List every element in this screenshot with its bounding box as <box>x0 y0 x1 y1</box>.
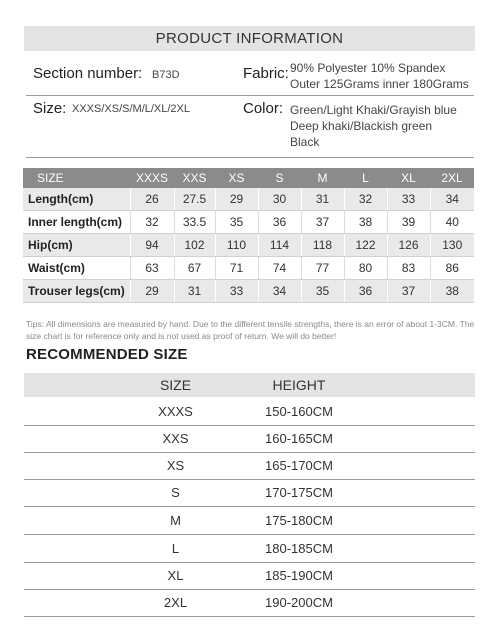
recommended-height: 165-170CM <box>265 458 333 473</box>
list-item <box>24 563 475 590</box>
recommended-height: 160-165CM <box>265 431 333 446</box>
row-label: Inner length(cm) <box>23 211 130 234</box>
table-cell: 37 <box>387 280 430 303</box>
table-cell: 29 <box>130 280 174 303</box>
recommended-height: 190-200CM <box>265 595 333 610</box>
size-label: Size: <box>33 100 67 117</box>
measurement-tips: Tips: All dimensions are measured by hand. Due to the different tensile strengths, there is an error of about 1-3CM. The size chart is for reference only and is not used as proof of return. We will do better! <box>26 319 475 341</box>
color-line-2: Deep khaki/Blackish green <box>290 119 433 133</box>
table-cell: 33 <box>215 280 258 303</box>
header-xxxs: XXXS <box>130 168 174 188</box>
list-item <box>24 426 475 453</box>
table-cell: 77 <box>301 257 344 280</box>
table-row <box>23 188 474 211</box>
table-cell: 31 <box>174 280 215 303</box>
size-chart-header-row <box>23 168 474 188</box>
recommended-height: 170-175CM <box>265 485 333 500</box>
table-cell: 38 <box>344 211 387 234</box>
table-cell: 94 <box>130 234 174 257</box>
product-info-banner: PRODUCT INFORMATION <box>24 26 475 51</box>
table-cell: 34 <box>430 188 474 211</box>
header-m: M <box>301 168 344 188</box>
recommended-header-height: HEIGHT <box>272 377 326 393</box>
header-xl: XL <box>387 168 430 188</box>
color-line-1: Green/Light Khaki/Grayish blue <box>290 103 457 117</box>
recommended-size: S <box>171 485 180 500</box>
table-cell: 37 <box>301 211 344 234</box>
fabric-line-2: Outer 125Grams inner 180Grams <box>290 77 469 91</box>
header-xs: XS <box>215 168 258 188</box>
list-item <box>24 508 475 535</box>
table-cell: 118 <box>301 234 344 257</box>
header-size: SIZE <box>23 168 130 188</box>
recommended-height: 150-160CM <box>265 404 333 419</box>
table-cell: 39 <box>387 211 430 234</box>
table-cell: 110 <box>215 234 258 257</box>
recommended-size: XL <box>167 568 184 583</box>
table-cell: 35 <box>301 280 344 303</box>
section-number-label: Section number: <box>33 65 143 82</box>
table-row <box>23 280 474 303</box>
header-xxs: XXS <box>174 168 215 188</box>
recommended-header <box>24 373 475 397</box>
header-s: S <box>258 168 301 188</box>
color-line-3: Black <box>290 135 320 149</box>
recommended-size: XS <box>166 458 185 473</box>
list-item <box>24 536 475 563</box>
table-cell: 35 <box>215 211 258 234</box>
table-cell: 26 <box>130 188 174 211</box>
table-cell: 29 <box>215 188 258 211</box>
size-chart-table <box>23 168 474 303</box>
recommended-size: 2XL <box>163 595 188 610</box>
row-label: Trouser legs(cm) <box>23 280 130 303</box>
recommended-size: L <box>171 541 180 556</box>
table-cell: 33 <box>387 188 430 211</box>
table-cell: 102 <box>174 234 215 257</box>
table-cell: 71 <box>215 257 258 280</box>
table-row <box>23 234 474 257</box>
table-cell: 126 <box>387 234 430 257</box>
color-label: Color: <box>243 100 284 117</box>
size-value: XXXS/XS/S/M/L/XL/2XL <box>72 103 191 115</box>
fabric-value <box>290 60 469 92</box>
list-item <box>24 399 475 426</box>
table-cell: 114 <box>258 234 301 257</box>
fabric-label: Fabric: <box>243 65 289 82</box>
table-cell: 38 <box>430 280 474 303</box>
table-cell: 130 <box>430 234 474 257</box>
row-label: Waist(cm) <box>23 257 130 280</box>
recommended-height: 185-190CM <box>265 568 333 583</box>
recommended-size: XXXS <box>158 404 193 419</box>
recommended-height: 180-185CM <box>265 541 333 556</box>
info-bottom-divider <box>26 157 474 158</box>
table-cell: 34 <box>258 280 301 303</box>
recommended-size: M <box>170 513 181 528</box>
table-cell: 74 <box>258 257 301 280</box>
list-item <box>24 590 475 617</box>
header-l: L <box>344 168 387 188</box>
table-cell: 122 <box>344 234 387 257</box>
info-divider <box>26 95 474 96</box>
recommended-size: XXS <box>162 431 189 446</box>
table-cell: 63 <box>130 257 174 280</box>
table-cell: 83 <box>387 257 430 280</box>
recommended-header-size: SIZE <box>159 377 192 393</box>
table-cell: 67 <box>174 257 215 280</box>
list-item <box>24 453 475 480</box>
row-label: Length(cm) <box>23 188 130 211</box>
section-number-value: B73D <box>152 69 180 81</box>
table-cell: 80 <box>344 257 387 280</box>
table-cell: 27.5 <box>174 188 215 211</box>
table-cell: 32 <box>344 188 387 211</box>
header-2xl: 2XL <box>430 168 474 188</box>
table-row <box>23 211 474 234</box>
table-cell: 32 <box>130 211 174 234</box>
table-cell: 36 <box>344 280 387 303</box>
fabric-line-1: 90% Polyester 10% Spandex <box>290 61 446 75</box>
table-row <box>23 257 474 280</box>
row-label: Hip(cm) <box>23 234 130 257</box>
table-cell: 86 <box>430 257 474 280</box>
table-cell: 31 <box>301 188 344 211</box>
recommended-height: 175-180CM <box>265 513 333 528</box>
table-cell: 40 <box>430 211 474 234</box>
table-cell: 30 <box>258 188 301 211</box>
color-value <box>290 102 457 150</box>
table-cell: 36 <box>258 211 301 234</box>
table-cell: 33.5 <box>174 211 215 234</box>
list-item <box>24 480 475 507</box>
recommended-size-title: RECOMMENDED SIZE <box>26 346 188 363</box>
